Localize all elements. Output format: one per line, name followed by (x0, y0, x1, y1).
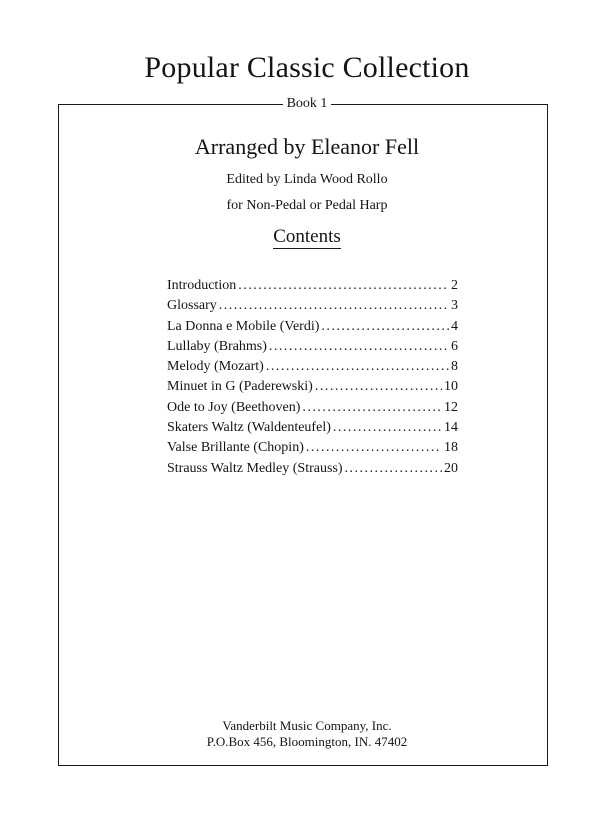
toc-entry-page: 4 (451, 318, 458, 334)
toc-entry (167, 276, 458, 296)
publisher-name: Vanderbilt Music Company, Inc. (222, 718, 392, 733)
toc-entry-page: 2 (451, 278, 458, 293)
publisher-address: P.O.Box 456, Bloomington, IN. 47402 (206, 734, 408, 749)
toc-leader-dots (269, 337, 449, 357)
toc-entry (167, 296, 458, 316)
toc-entry-page: 12 (444, 399, 458, 415)
book-label-text: Book 1 (283, 96, 332, 111)
toc-leader-dots (266, 357, 449, 377)
toc-entry-title: Lullaby (Brahms) (167, 338, 267, 354)
toc-entry-page: 18 (444, 440, 458, 456)
toc-entry-page: 8 (451, 359, 458, 375)
toc-entry (167, 418, 458, 438)
editor-credit: Edited by Linda Wood Rollo (226, 172, 388, 187)
toc-entry-title: Introduction (167, 278, 237, 293)
toc-leader-dots (219, 296, 449, 316)
contents-heading (0, 225, 600, 249)
toc-entry-title: Valse Brillante (Chopin) (167, 440, 304, 456)
instrument-note: for Non-Pedal or Pedal Harp (226, 198, 388, 213)
toc-entry-title: Melody (Mozart) (167, 359, 264, 375)
toc-entry-page: 20 (444, 460, 458, 476)
toc-leader-dots (306, 438, 442, 458)
contents-heading-text: Contents (273, 226, 341, 247)
toc-entry-title: Skaters Waltz (Waldenteufel) (167, 420, 331, 436)
table-of-contents (167, 276, 458, 479)
toc-entry-page: 6 (451, 338, 458, 354)
toc-leader-dots (321, 317, 449, 337)
toc-entry-page: 3 (451, 298, 458, 314)
toc-entry-title: Minuet in G (Paderewski) (167, 379, 313, 395)
toc-leader-dots (333, 418, 442, 438)
book-label (0, 95, 600, 113)
toc-entry (167, 357, 458, 377)
toc-entry (167, 438, 458, 458)
toc-entry-page: 14 (444, 420, 458, 436)
toc-entry (167, 398, 458, 418)
toc-leader-dots (238, 276, 449, 296)
toc-entry-title: Ode to Joy (Beethoven) (167, 399, 301, 415)
toc-entry (167, 317, 458, 337)
collection-title: Popular Classic Collection (144, 51, 470, 84)
arranger-credit: Arranged by Eleanor Fell (194, 134, 420, 159)
toc-entry (167, 337, 458, 357)
toc-entry-title: Strauss Waltz Medley (Strauss) (167, 460, 343, 476)
toc-entry-title: La Donna e Mobile (Verdi) (167, 318, 320, 334)
toc-entry (167, 459, 458, 479)
toc-leader-dots (315, 377, 442, 397)
toc-entry (167, 377, 458, 397)
toc-entry-page: 10 (444, 379, 458, 395)
toc-leader-dots (345, 459, 442, 479)
toc-entry-title: Glossary (167, 298, 217, 314)
toc-leader-dots (302, 398, 442, 418)
